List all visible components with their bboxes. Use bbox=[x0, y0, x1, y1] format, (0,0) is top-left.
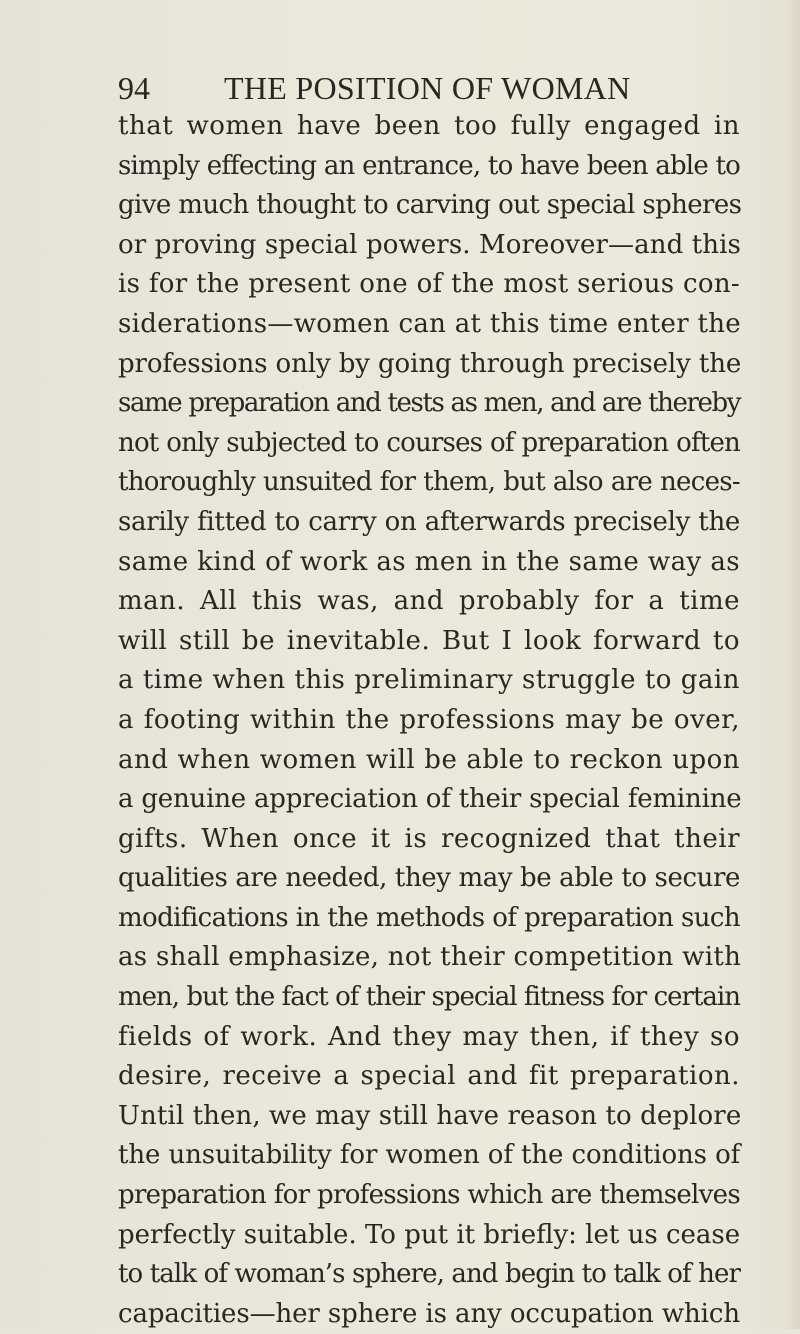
text-line: and when women will be able to reckon upon bbox=[118, 744, 740, 775]
text-line: capacities—her sphere is any occupation which bbox=[118, 1298, 740, 1329]
text-line: preparation for professions which are themselves bbox=[118, 1180, 740, 1211]
text-line: gifts. When once it is recognized that their bbox=[118, 823, 740, 854]
text-line: a genuine appreciation of their special feminine bbox=[118, 784, 742, 815]
text-line: same kind of work as men in the same way as bbox=[118, 546, 740, 577]
text-line: will still be inevitable. But I look forward to bbox=[118, 625, 740, 656]
text-line: the unsuitability for women of the conditions of bbox=[118, 1140, 741, 1171]
text-line: not only subjected to courses of preparation often bbox=[118, 427, 740, 458]
text-line: or proving special powers. Moreover—and this bbox=[118, 229, 741, 260]
text-line: Until then, we may still have reason to deplore bbox=[118, 1100, 742, 1131]
running-head-title: THE POSITION OF WOMAN bbox=[224, 70, 631, 106]
text-line: qualities are needed, they may be able to secure bbox=[118, 863, 740, 894]
text-line: is for the present one of the most serious con- bbox=[118, 269, 740, 300]
text-line: men, but the fact of their special fitness for certain bbox=[118, 982, 740, 1013]
text-line: a footing within the professions may be over, bbox=[118, 704, 740, 735]
running-head bbox=[118, 66, 758, 110]
body-text bbox=[118, 107, 740, 1334]
text-line: thoroughly unsuited for them, but also are neces- bbox=[118, 467, 740, 498]
text-line: sarily fitted to carry on afterwards precisely the bbox=[118, 506, 740, 537]
page-edge-shadow bbox=[786, 0, 800, 1329]
text-line: fields of work. And they may then, if they so bbox=[118, 1021, 740, 1052]
text-line: desire, receive a special and fit preparation. bbox=[118, 1061, 740, 1092]
text-line: professions only by going through precisely the bbox=[118, 348, 742, 379]
text-line: as shall emphasize, not their competition with bbox=[118, 942, 742, 973]
text-line: perfectly suitable. To put it briefly: let us cease bbox=[118, 1219, 741, 1250]
text-line: modifications in the methods of preparation such bbox=[118, 902, 740, 933]
text-line: man. All this was, and probably for a time bbox=[118, 586, 740, 617]
text-line: to talk of woman’s sphere, and begin to talk of her bbox=[118, 1259, 740, 1290]
text-line: a time when this preliminary struggle to gain bbox=[118, 665, 740, 696]
text-line: siderations—women can at this time enter the bbox=[118, 308, 741, 339]
text-line: same preparation and tests as men, and are thereby bbox=[118, 388, 740, 419]
text-line: simply effecting an entrance, to have been able to bbox=[118, 150, 740, 181]
text-line: that women have been too fully engaged in bbox=[118, 111, 740, 141]
text-line: give much thought to carving out special spheres bbox=[118, 190, 742, 221]
page-number: 94 bbox=[118, 70, 150, 106]
